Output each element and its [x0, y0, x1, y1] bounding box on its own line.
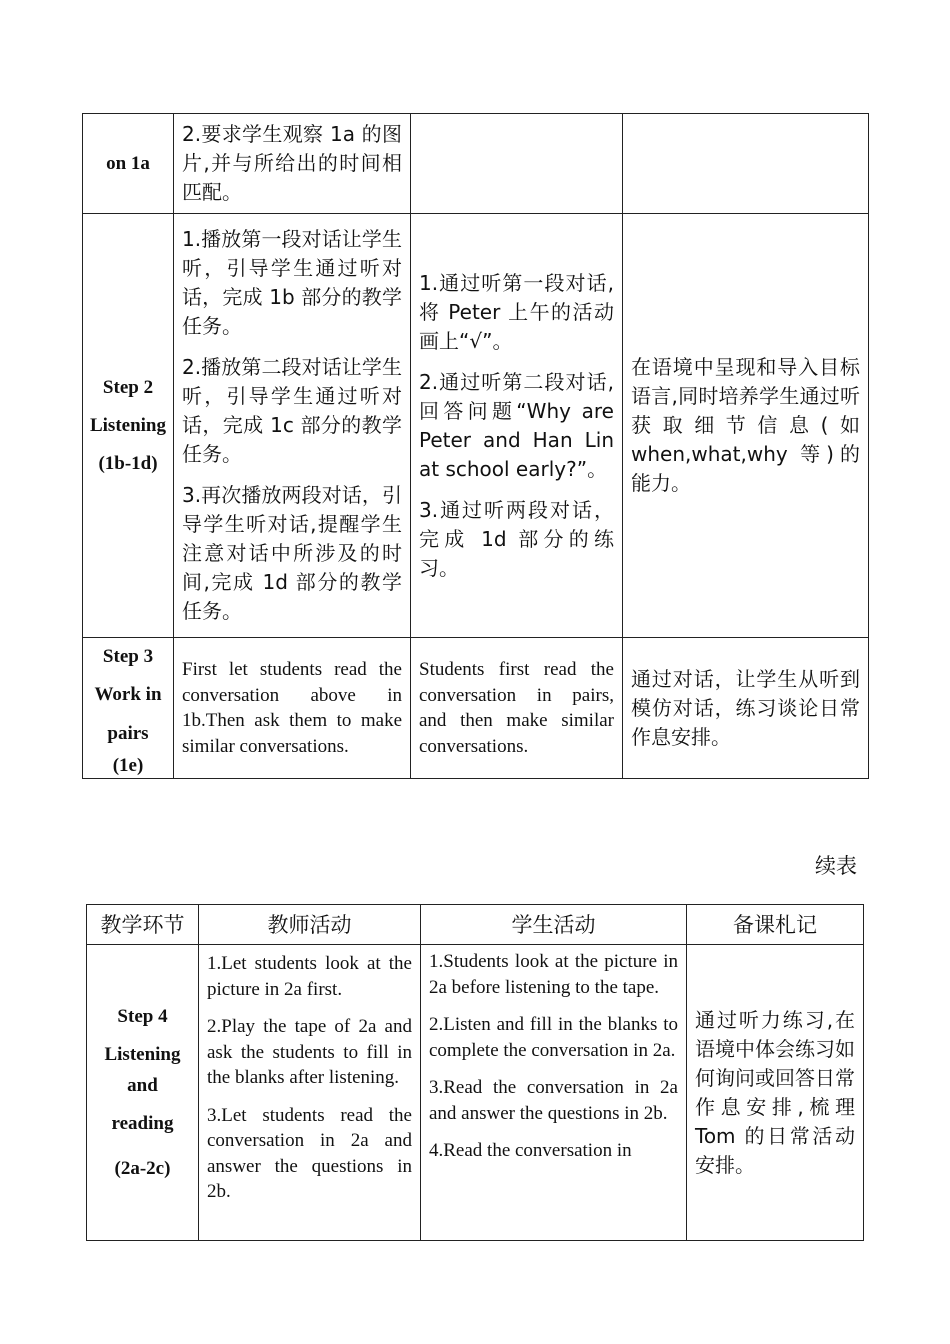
- paragraph: 2.Play the tape of 2a and ask the students to fill in the blanks after listening.: [207, 1016, 412, 1088]
- lesson-plan-table-1: [82, 113, 869, 779]
- step-cell: Step 2 Listening (1b-1d): [83, 214, 174, 638]
- notes-cell: 在语境中呈现和导入目标语言,同时培养学生通过听获取细节信息(如 when,what,why 等)的能力。: [623, 214, 869, 638]
- table-row: [83, 114, 869, 214]
- header-cell: 教师活动: [199, 905, 421, 945]
- teacher-activity-cell: 2.要求学生观察 1a 的图片,并与所给出的时间相匹配。: [174, 114, 411, 214]
- paragraph: 2.Listen and fill in the blanks to complete the conversation in 2a.: [429, 1014, 678, 1061]
- paragraph: 1.Let students look at the picture in 2a first.: [207, 953, 412, 1000]
- paragraph: 3.Read the conversation in 2a and answer the questions in 2b.: [429, 1077, 678, 1124]
- paragraph: 1.通过听第一段对话,将 Peter 上午的活动画上“√”。: [419, 270, 614, 353]
- teacher-activity-cell: [174, 214, 411, 638]
- step-cell: Step 3 Work in pairs (1e): [83, 638, 174, 779]
- table-row: [87, 945, 864, 1241]
- student-activity-cell: [421, 945, 687, 1241]
- step-cell: Step 4 Listening and reading (2a-2c): [87, 945, 199, 1241]
- header-cell: 教学环节: [87, 905, 199, 945]
- student-activity-cell: [411, 114, 623, 214]
- student-activity-cell: [411, 214, 623, 638]
- step-cell: on 1a: [83, 114, 174, 214]
- table-row: [83, 638, 869, 779]
- continued-label: 续表: [815, 854, 857, 878]
- paragraph: 3.再次播放两段对话，引导学生听对话,提醒学生注意对话中所涉及的时间,完成 1d 部分的教学任务。: [182, 483, 402, 623]
- paragraph: 2.播放第二段对话让学生听，引导学生通过听对话，完成 1c 部分的教学任务。: [182, 355, 402, 466]
- notes-cell: 通过听力练习,在语境中体会练习如何询问或回答日常作息安排,梳理 Tom 的日常活动安排。: [687, 945, 864, 1241]
- notes-cell: 通过对话，让学生从听到模仿对话，练习谈论日常作息安排。: [623, 638, 869, 779]
- paragraph: 2.通过听第二段对话,回答问题“Why are Peter and Han Lin at school early?”。: [419, 369, 614, 481]
- table-header-row: [87, 905, 864, 945]
- table-row: [83, 214, 869, 638]
- student-activity-cell: Students first read the conversation in pairs, and then make similar conversations.: [411, 638, 623, 779]
- paragraph: 1.Students look at the picture in 2a before listening to the tape.: [429, 951, 678, 998]
- teacher-activity-cell: First let students read the conversation above in 1b.Then ask them to make similar conversations.: [174, 638, 411, 779]
- paragraph: 1.播放第一段对话让学生听，引导学生通过听对话，完成 1b 部分的教学任务。: [182, 227, 402, 338]
- teacher-activity-cell: [199, 945, 421, 1241]
- paragraph: 4.Read the conversation in: [429, 1140, 632, 1161]
- paragraph: 3.通过听两段对话，完成 1d 部分的练习。: [419, 497, 614, 580]
- paragraph: 3.Let students read the conversation in 2a and answer the questions in 2b.: [207, 1104, 412, 1202]
- notes-cell: [623, 114, 869, 214]
- header-cell: 学生活动: [421, 905, 687, 945]
- header-cell: 备课札记: [687, 905, 864, 945]
- lesson-plan-table-2: [86, 904, 864, 1241]
